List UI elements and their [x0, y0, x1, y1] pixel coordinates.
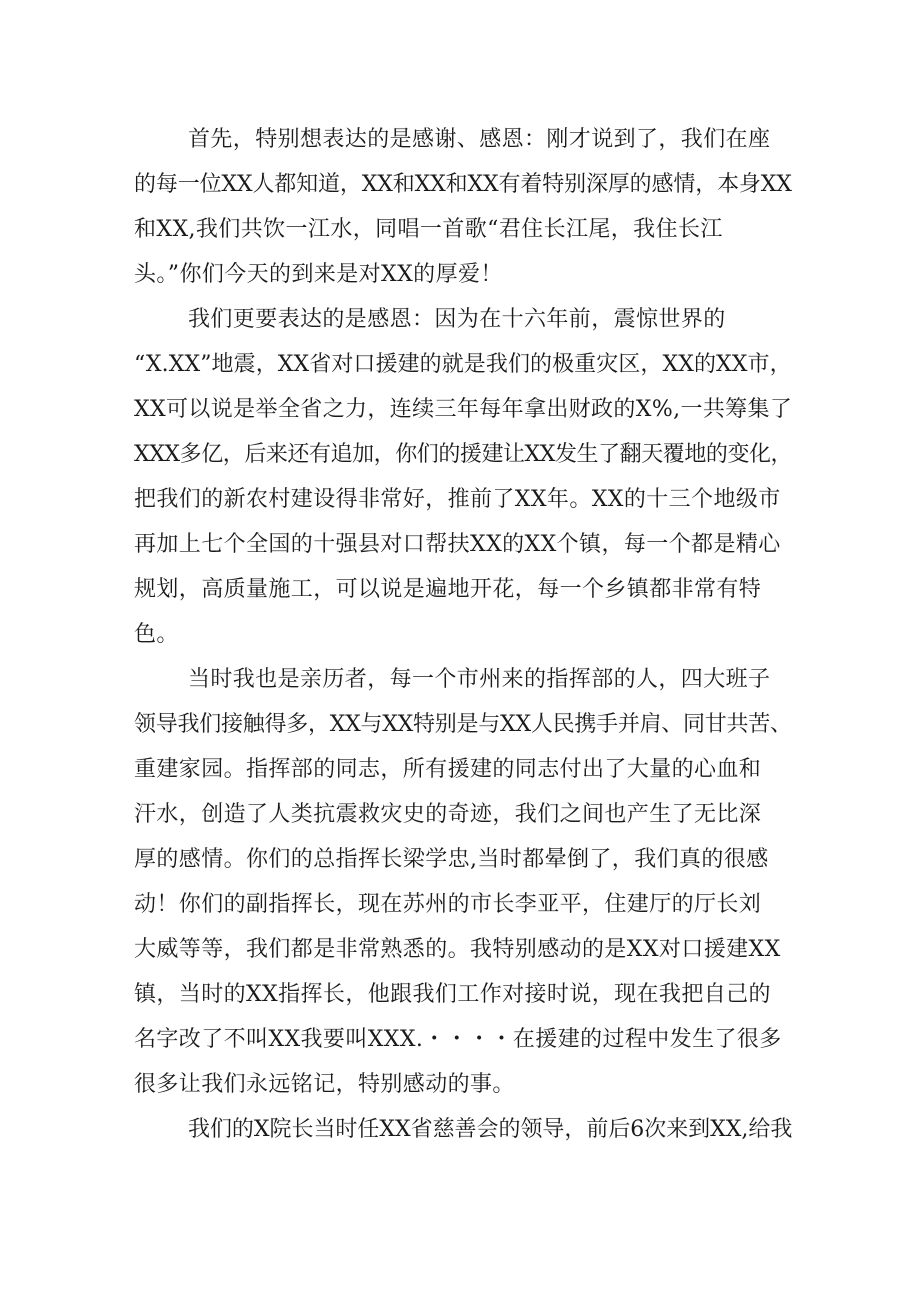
text-line: 很多让我们永远铭记，特别感动的事。 [134, 1072, 515, 1097]
text-line: 我们的X院长当时任XX省慈善会的领导，前后6次来到XX,给我 [188, 1117, 793, 1142]
text-line: XXX多亿，后来还有追加，你们的援建让XX发生了翻天覆地的变化， [134, 442, 793, 467]
text-line: 再加上七个全国的十强县对口帮扶XX的XX个镇，每一个都是精心 [134, 532, 781, 557]
text-line: 厚的感情。你们的总指挥长梁学忠,当时都晕倒了，我们真的很感 [134, 847, 769, 872]
text-line: 把我们的新农村建设得非常好，推前了XX年。XX的十三个地级市 [134, 487, 781, 512]
text-line: 大威等等，我们都是非常熟悉的。我特别感动的是XX对口援建XX [134, 937, 781, 962]
text-line: 名字改了不叫XX我要叫XXX.・・・・在援建的过程中发生了很多 [134, 1027, 782, 1052]
text-line: 规划，高质量施工，可以说是遍地开花，每一个乡镇都非常有特 [134, 577, 762, 602]
text-line: 首先，特别想表达的是感谢、感恩：刚才说到了，我们在座 [188, 127, 771, 152]
text-line: “X.XX”地震，XX省对口援建的就是我们的极重灾区，XX的XX市， [134, 352, 792, 377]
text-line: 领导我们接触得多，XX与XX特别是与XX人民携手并肩、同甘共苦、 [134, 712, 792, 737]
text-line: XX可以说是举全省之力，连续三年每年拿出财政的X%,一共筹集了 [134, 397, 793, 422]
text-line: 的每一位XX人都知道，XX和XX和XX有着特别深厚的感情，本身XX [134, 172, 792, 197]
text-line: 头。”你们今天的到来是对XX的厚爱！ [134, 262, 503, 287]
text-line: 动！你们的副指挥长，现在苏州的市长李亚平，住建厅的厅长刘 [134, 892, 762, 917]
text-line: 汗水，创造了人类抗震救灾史的奇迹，我们之间也产生了无比深 [134, 802, 762, 827]
text-line: 色。 [134, 622, 179, 647]
text-line: 重建家园。指挥部的同志，所有援建的同志付出了大量的心血和 [134, 757, 762, 782]
text-line: 当时我也是亲历者，每一个市州来的指挥部的人，四大班子 [188, 667, 771, 692]
text-line: 和XX,我们共饮一江水，同唱一首歌“君住长江尾，我住长江 [134, 217, 723, 242]
text-line: 我们更要表达的是感恩：因为在十六年前，震惊世界的 [188, 307, 726, 332]
text-line: 镇，当时的XX指挥长，他跟我们工作对接时说，现在我把自己的 [134, 982, 771, 1007]
